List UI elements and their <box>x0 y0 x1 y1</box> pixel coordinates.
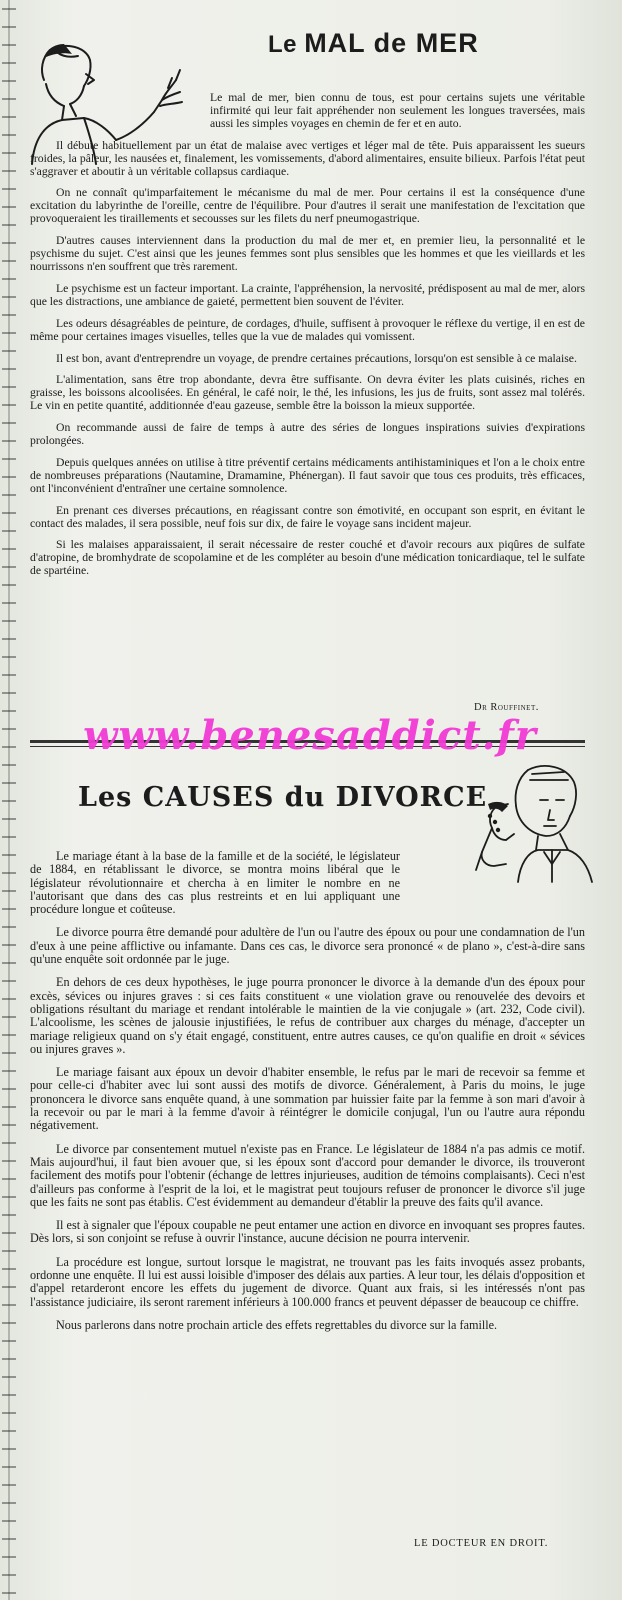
article1-paragraph: Les odeurs désagréables de peinture, de cordages, d'huile, suffisent à provoquer le réflexe du vertige, il en est de même pour certaines images visuelles, telles que la vue de malades qui vomissent. <box>30 316 585 343</box>
article1-paragraph: L'alimentation, sans être trop abondante, devra être suffisante. On devra éviter les plats cuisinés, riches en graisse, les boissons alcoolisées. En général, le café noir, le thé, les infusions, les jus de fruits, sont assez mal tolérés. Le vin en petite quantité, additionnée d'eau gazeuse, semble être la boisson la mieux supportée. <box>30 373 585 413</box>
article2-title: Les CAUSES du DIVORCE <box>78 782 488 813</box>
article1-paragraph: Il est bon, avant d'entreprendre un voyage, de prendre certaines précautions, lorsqu'on est sensible à ce malaise. <box>56 351 577 365</box>
article1-title-prefix: Le <box>268 31 298 58</box>
article2-paragraph: Nous parlerons dans notre prochain article des effets regrettables du divorce sur la famille. <box>56 1317 498 1332</box>
watermark-text: www.benesaddict.fr <box>83 712 537 759</box>
article2-paragraph: Le mariage faisant aux époux un devoir d'habiter ensemble, le refus par le mari de recevoir sa femme et pour celle-ci d'habiter avec lui sont aussi des motifs de divorce. Généralement, à Paris du moins, le juge prononcera le divorce sans enquête quand, à une sommation par huissier faite par la femme à son mari d'avoir à la recevoir ou par le mari à la femme d'avoir à réintégrer le domicile conjugal, l'un ou l'autre aura répondu négativement. <box>30 1065 585 1133</box>
article2-paragraph: Le divorce pourra être demandé pour adultère de l'un ou l'autre des époux ou pour une condamnation de l'un d'eux à une peine afflictive ou infamante. Dans ces cas, le divorce sera prononcé « de plano », c'est-à-dire sans qu'une enquête soit ordonnée par le juge. <box>30 925 585 967</box>
article1-paragraph: Le mal de mer, bien connu de tous, est pour certains sujets une véritable infirmité qui leur fait appréhender non seulement les longues traversées, mais aussi les simples voyages en chemin de fer et en auto. <box>210 91 585 130</box>
article1-title-main: MAL de MER <box>304 28 479 58</box>
article1-paragraph: Il débute habituellement par un état de malaise avec vertiges et léger mal de tête. Puis apparaissent les sueurs froides, la pâleur, les nausées et, finalement, les vomissements, d'abord alimentaires, ensuite bilieux. Parfois l'état peut s'aggraver et aboutir à un véritable collapsus cardiaque. <box>30 138 585 178</box>
article2-signature: LE DOCTEUR EN DROIT. <box>414 1538 549 1549</box>
article2-paragraph: La procédure est longue, surtout lorsque le magistrat, ne trouvant pas les faits invoqués assez probants, ordonne une enquête. Il lui est aussi loisible d'imposer des délais aux parties. A leur tour, les délais d'opposition et d'appel retarderont encore les effets du jugement de divorce. Quant aux frais, si les intéressés n'ont pas l'assistance judiciaire, ils seront rarement inférieurs à 100.000 francs et peuvent dépasser de beaucoup ce chiffre. <box>30 1254 585 1309</box>
article1-paragraph: Le psychisme est un facteur important. La crainte, l'appréhension, la nervosité, prédisposent au mal de mer, alors que les distractions, une ambiance de gaieté, permettent bien souvent de l'éviter. <box>30 281 585 308</box>
article1-paragraph: Depuis quelques années on utilise à titre préventif certains médicaments antihistaminiques et l'on a le choix entre de nombreuses préparations (Nautamine, Dramamine, Phénergan). Il faut savoir que tous ces produits, très efficaces, ont l'inconvénient d'entraîner une certaine somnolence. <box>30 455 585 495</box>
article1-paragraph: On recommande aussi de faire de temps à autre des séries de longues inspirations suivies d'expirations prolongées. <box>30 421 585 448</box>
article2-body <box>30 850 585 1342</box>
article2-paragraph: En dehors de ces deux hypothèses, le juge pourra prononcer le divorce à la demande d'un des époux pour excès, sévices ou injures graves : si ces faits constituent « une violation grave ou renouvelée des devoirs et obligations résultant du mariage et rendant intolérable le maintien de la vie conjugale » (art. 232, Code civil). L'alcoolisme, les scènes de jalousie injustifiées, le refus de contribuer aux charges du ménage, d'accepter un mariage religieux quand on s'y était engagé, constituent, entre autres causes, ce qu'on qualifie en droit « sévices ou injures graves ». <box>30 975 585 1056</box>
article1-paragraph: En prenant ces diverses précautions, en réagissant contre son émotivité, en occupant son esprit, en évitant le contact des malades, il sera possible, neuf fois sur dix, de faire le voyage sans incident majeur. <box>30 503 585 530</box>
article2-paragraph: Le mariage étant à la base de la famille et de la société, le législateur de 1884, en rétablissant le divorce, se montra moins libéral que le législateur révolutionnaire et chercha à en limiter le nombre en ne l'autorisant que dans des cas plus restreints et en lui appliquant une procédure longue et coûteuse. <box>30 849 400 917</box>
article1-title <box>268 28 479 59</box>
article1-signature: Dr Rouffinet. <box>474 702 539 713</box>
article1-body <box>30 92 585 587</box>
page-border-zigzag <box>2 0 16 1600</box>
article2-paragraph: Le divorce par consentement mutuel n'existe pas en France. Le législateur de 1884 n'a pas admis ce motif. Mais aujourd'hui, il faut bien avouer que, si les époux sont d'accord pour demander le divorce, ils trouveront facilement des motifs pour l'obtenir (échange de lettres injurieuses, audition de témoins complaisants). Ceci n'est d'ailleurs pas conforme à l'esprit de la loi, et le magistrat peut toujours refuser de prononcer le divorce s'il juge que les faits ne sont pas établis. C'est évidemment au demandeur d'établir la preuve des faits qu'il avance. <box>30 1141 585 1209</box>
article1-paragraph: D'autres causes interviennent dans la production du mal de mer et, en premier lieu, la personnalité et le psychisme du sujet. C'est ainsi que les jeunes femmes sont plus sensibles que les hommes et que les vieillards et les nourrissons n'en souffrent que très rarement. <box>30 234 585 273</box>
article2-paragraph: Il est à signaler que l'époux coupable ne peut entamer une action en divorce en invoquant ses propres fautes. Dès lors, si son conjoint se refuse à ouvrir l'instance, aucune décision ne pourra intervenir. <box>30 1218 585 1246</box>
article1-paragraph: On ne connaît qu'imparfaitement le mécanisme du mal de mer. Pour certains il est la conséquence d'une excitation du labyrinthe de l'oreille, centre de l'équilibre. Pour d'autres il serait une manifestation de l'excitation que provoqueraient les tiraillements et secousses sur les filets du nerf pneumogastrique. <box>30 186 585 226</box>
article1-paragraph: Si les malaises apparaissaient, il serait nécessaire de rester couché et d'avoir recours aux piqûres de sulfate d'atropine, de bromhydrate de scopolamine et de les compléter au besoin d'une médication tonicardiaque, tel le sulfate de spartéine. <box>30 538 585 578</box>
